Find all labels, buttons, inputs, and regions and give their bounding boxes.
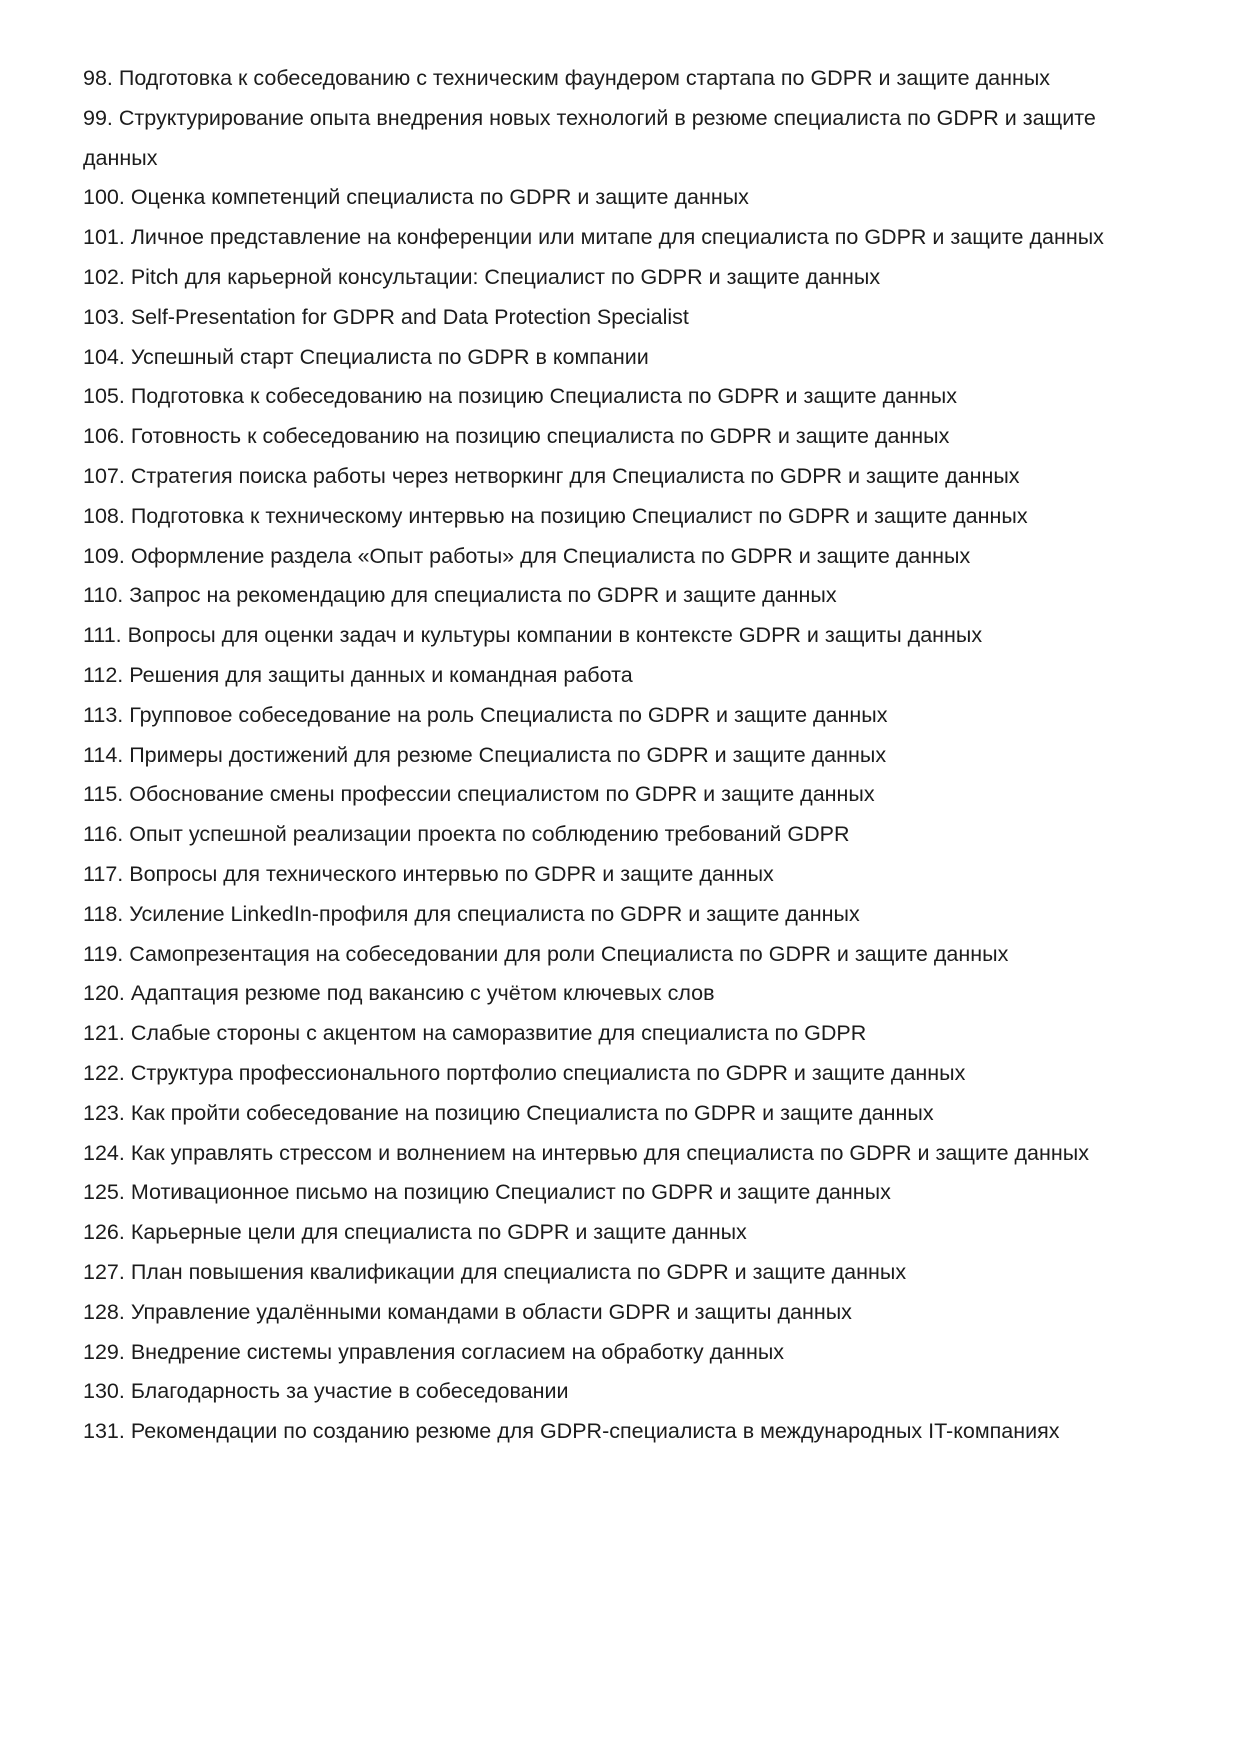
list-item: 131. Рекомендации по созданию резюме для GDPR-специалиста в международных IT-компаниях [83,1419,1060,1444]
list-item: 118. Усиление LinkedIn-профиля для специалиста по GDPR и защите данных [83,901,860,926]
list-item: 109. Оформление раздела «Опыт работы» для Специалиста по GDPR и защите данных [83,543,971,568]
list-item: 98. Подготовка к собеседованию с техническим фаундером стартапа по GDPR и защите данных [83,66,1051,90]
list-item: 122. Структура профессионального портфолио специалиста по GDPR и защите данных [83,1060,966,1085]
list-item: 127. План повышения квалификации для специалиста по GDPR и защите данных [83,1259,907,1284]
list-item: 112. Решения для защиты данных и командная работа [83,662,633,687]
list-item: 119. Самопрезентация на собеседовании для роли Специалиста по GDPR и защите данных [83,941,1009,966]
list-item: 108. Подготовка к техническому интервью на позицию Специалист по GDPR и защите данных [83,503,1028,528]
list-item: 128. Управление удалёнными командами в области GDPR и защиты данных [83,1299,852,1324]
list-item: 124. Как управлять стрессом и волнением на интервью для специалиста по GDPR и защите данных [83,1140,1089,1165]
list-item: 114. Примеры достижений для резюме Специалиста по GDPR и защите данных [83,742,887,767]
list-item: 123. Как пройти собеседование на позицию Специалиста по GDPR и защите данных [83,1100,934,1125]
document-list [83,59,1168,1452]
list-item: 107. Стратегия поиска работы через нетворкинг для Специалиста по GDPR и защите данных [83,463,1020,488]
list-item: 130. Благодарность за участие в собеседовании [83,1379,569,1404]
list-item: 121. Слабые стороны с акцентом на саморазвитие для специалиста по GDPR [83,1021,867,1046]
list-item: 110. Запрос на рекомендацию для специалиста по GDPR и защите данных [83,583,837,608]
list-item: 105. Подготовка к собеседованию на позицию Специалиста по GDPR и защите данных [83,384,958,409]
list-item: 102. Pitch для карьерной консультации: Специалист по GDPR и защите данных [83,264,881,289]
list-item: 117. Вопросы для технического интервью по GDPR и защите данных [83,861,774,886]
list-item: 125. Мотивационное письмо на позицию Специалист по GDPR и защите данных [83,1180,891,1205]
list-item: 101. Личное представление на конференции или митапе для специалиста по GDPR и защите данных [83,225,1104,250]
list-item: 111. Вопросы для оценки задач и культуры компании в контексте GDPR и защиты данных [83,623,983,648]
list-item: 104. Успешный старт Специалиста по GDPR в компании [83,344,649,369]
list-item: 115. Обоснование смены профессии специалистом по GDPR и защите данных [83,782,875,807]
list-item: 113. Групповое собеседование на роль Специалиста по GDPR и защите данных [83,702,888,727]
list-item: 120. Адаптация резюме под вакансию с учётом ключевых слов [83,981,715,1006]
list-item: 116. Опыт успешной реализации проекта по соблюдению требований GDPR [83,822,850,847]
list-item: 106. Готовность к собеседованию на позицию специалиста по GDPR и защите данных [83,424,950,449]
list-item: 103. Self-Presentation for GDPR and Data Protection Specialist [83,304,689,329]
list-item: 99. Структурирование опыта внедрения новых технологий в резюме специалиста по GDPR и защите данных [83,105,1096,170]
list-item: 100. Оценка компетенций специалиста по GDPR и защите данных [83,185,749,210]
list-item: 129. Внедрение системы управления согласием на обработку данных [83,1339,785,1364]
list-item: 126. Карьерные цели для специалиста по GDPR и защите данных [83,1220,747,1245]
